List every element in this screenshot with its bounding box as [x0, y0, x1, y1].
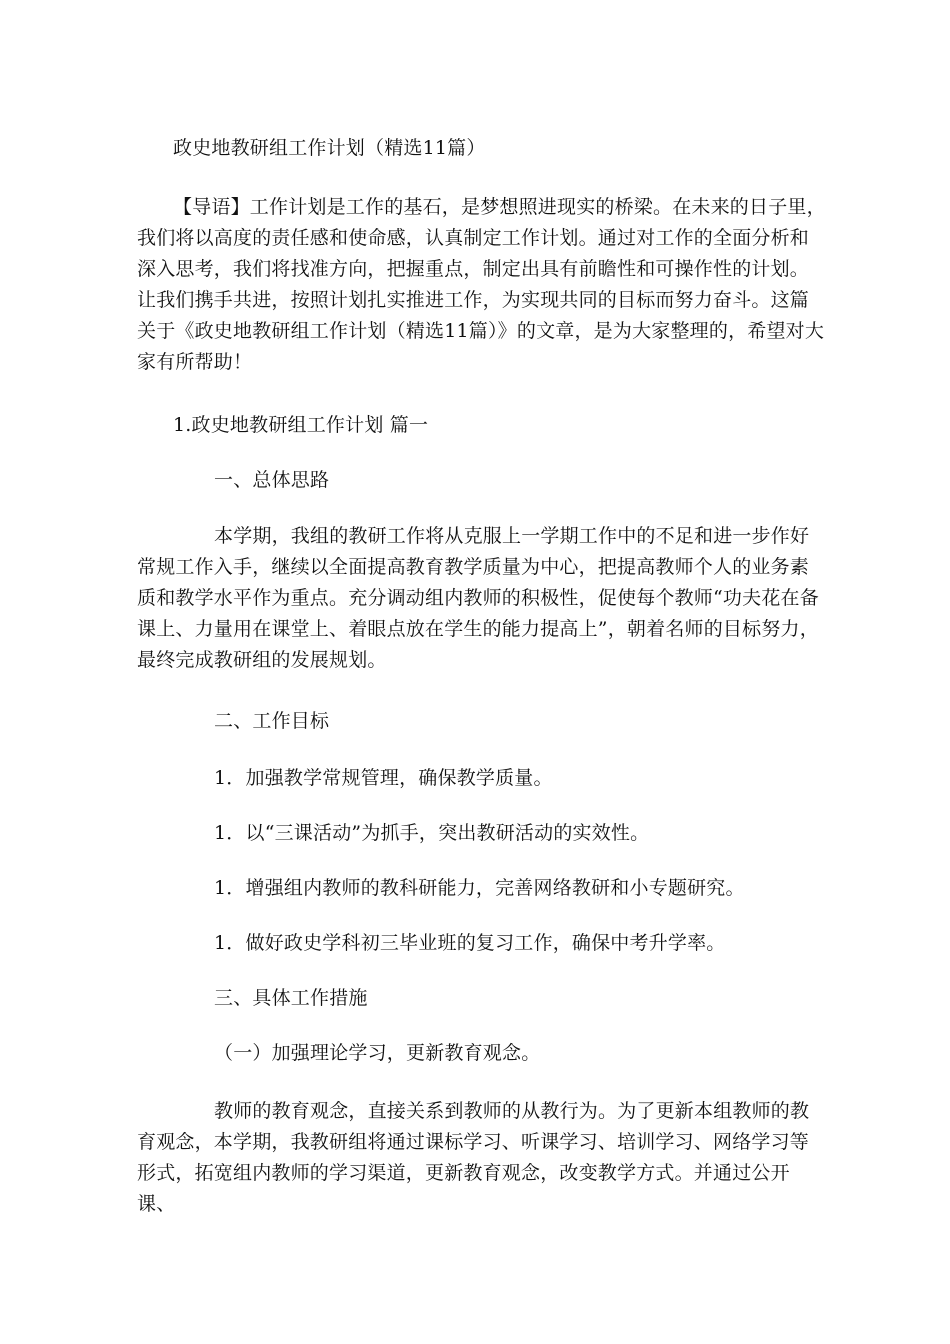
heading-work-goals: 二、工作目标 [214, 710, 330, 732]
heading-overall-idea: 一、总体思路 [214, 469, 330, 491]
goal-item: 1．做好政史学科初三毕业班的复习工作，确保中考升学率。 [214, 932, 726, 954]
section-title: 1.政史地教研组工作计划 篇一 [173, 414, 429, 436]
paragraph-theory-study: 教师的教育观念，直接关系到教师的从教行为。为了更新本组教师的教育观念，本学期，我教研组将通过课标学习、听课学习、培训学习、网络学习等形式，拓宽组内教师的学习渠道，更新教育观念，改变教学方式。并通过公开课、 [137, 1100, 810, 1215]
intro-paragraph: 【导语】工作计划是工作的基石，是梦想照进现实的桥梁。在未来的日子里，我们将以高度的责任感和使命感，认真制定工作计划。通过对工作的全面分析和深入思考，我们将找准方向，把握重点，制定出具有前瞻性和可操作性的计划。让我们携手共进，按照计划扎实推进工作，为实现共同的目标而努力奋斗。这篇关于《政史地教研组工作计划（精选11篇）》的文章，是为大家整理的，希望对大家有所帮助！ [137, 196, 826, 373]
subheading-theory-study: （一）加强理论学习，更新教育观念。 [214, 1042, 541, 1064]
goal-item: 1．增强组内教师的教科研能力，完善网络教研和小专题研究。 [214, 877, 745, 899]
goal-item: 1．加强教学常规管理，确保教学质量。 [214, 767, 553, 789]
heading-specific-measures: 三、具体工作措施 [214, 987, 368, 1009]
paragraph-overall-idea: 本学期，我组的教研工作将从克服上一学期工作中的不足和进一步作好常规工作入手，继续以全面提高教育教学质量为中心，把提高教师个人的业务素质和教学水平作为重点。充分调动组内教师的积极性，促使每个教师“功夫花在备课上、力量用在课堂上、着眼点放在学生的能力提高上”，朝着名师的目标努力，最终完成教研组的发展规划。 [137, 525, 819, 671]
goal-item: 1．以“三课活动”为抓手，突出教研活动的实效性。 [214, 822, 650, 844]
document-title: 政史地教研组工作计划（精选11篇） [173, 137, 486, 159]
